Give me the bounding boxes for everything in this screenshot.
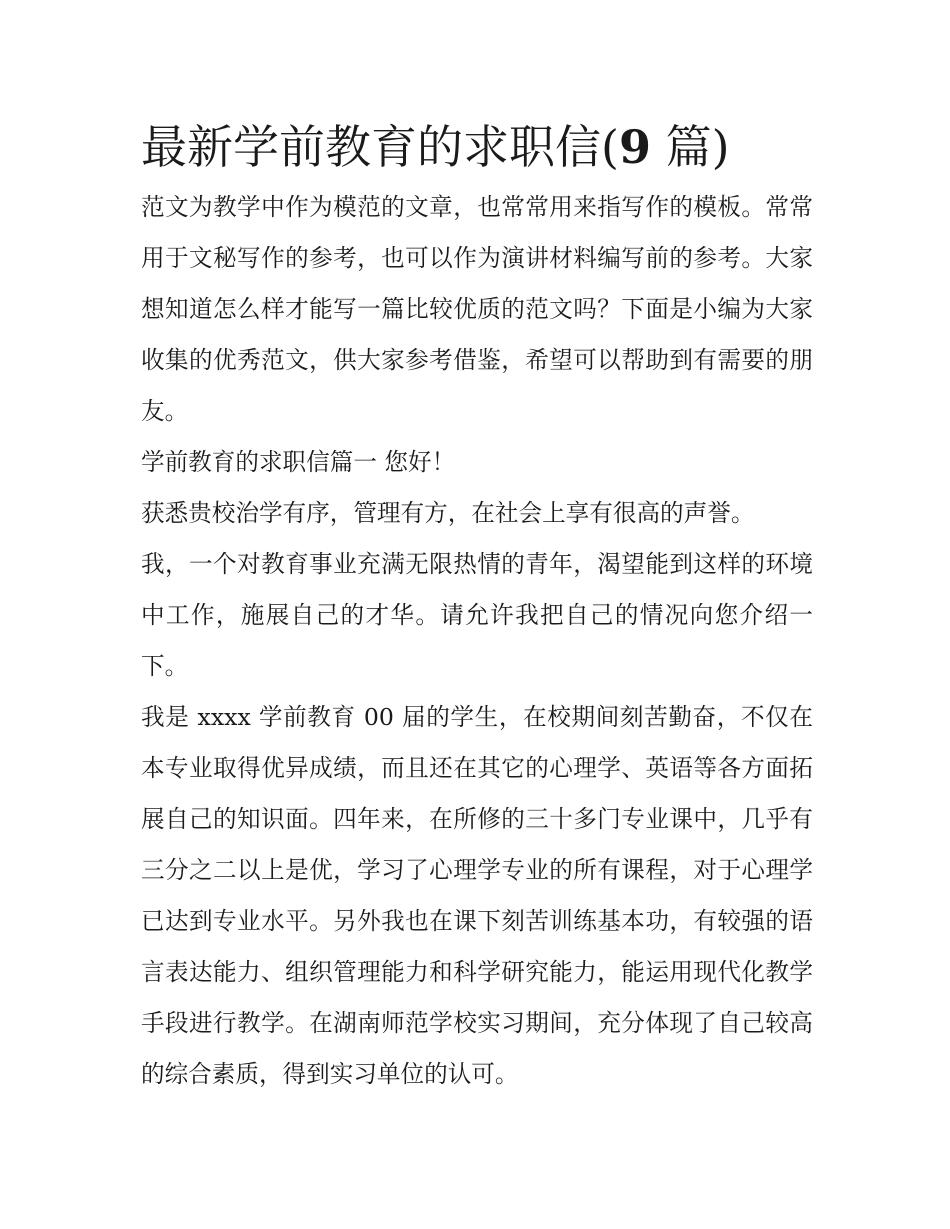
document-body bbox=[141, 112, 813, 1100]
school-reputation-paragraph: 获悉贵校治学有序，管理有方，在社会上享有很高的声誉。 bbox=[141, 499, 755, 527]
intro-paragraph: 范文为教学中作为模范的文章，也常常用来指写作的模板。常常用于文秘写作的参考，也可以作为演讲材料编写前的参考。大家想知道怎么样才能写一篇比较优质的范文吗？下面是小编为大家收集的优秀范文，供大家参考借鉴，希望可以帮助到有需要的朋友。 bbox=[141, 193, 813, 425]
background-paragraph: 我是 xxxx 学前教育 00 届的学生，在校期间刻苦勤奋，不仅在本专业取得优异成绩，而且还在其它的心理学、英语等各方面拓展自己的知识面。四年来，在所修的三十多门专业课中，几乎有三分之二以上是优，学习了心理学专业的所有课程，对于心理学已达到专业水平。另外我也在课下刻苦训练基本功，有较强的语言表达能力、组织管理能力和科学研究能力，能运用现代化教学手段进行教学。在湖南师范学校实习期间，充分体现了自己较高的综合素质，得到实习单位的认可。 bbox=[141, 703, 813, 1088]
motivation-paragraph: 我，一个对教育事业充满无限热情的青年，渴望能到这样的环境中工作，施展自己的才华。请允许我把自己的情况向您介绍一下。 bbox=[141, 550, 813, 680]
letter-heading-greeting: 学前教育的求职信篇一 您好！ bbox=[141, 448, 456, 476]
document-title: 最新学前教育的求职信(9 篇) bbox=[141, 120, 730, 174]
title-number: 9 bbox=[618, 120, 651, 174]
